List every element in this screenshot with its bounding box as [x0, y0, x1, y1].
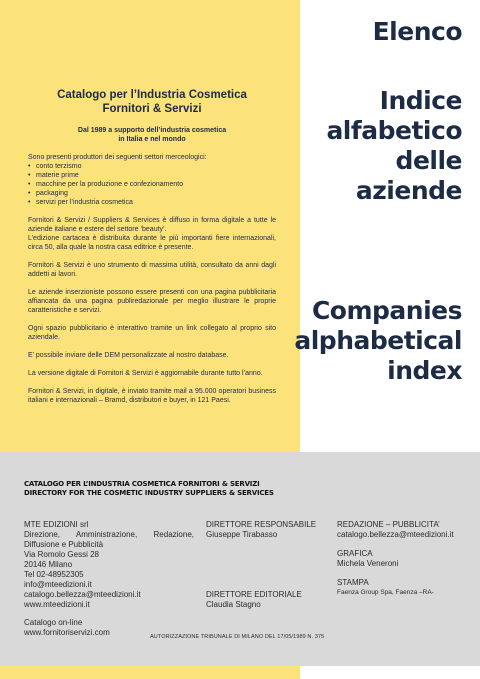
publisher-name: MTE EDIZIONI srl — [24, 520, 89, 529]
publisher-city: 20146 Milano — [24, 560, 73, 569]
sector-list — [28, 162, 276, 207]
publisher-website[interactable]: www.mteedizioni.it — [24, 600, 90, 609]
update-paragraph: La versione digitale di Fornitori & Servizi è aggiornabile durante tutto l’anno. — [28, 370, 263, 377]
stampa-name: Faenza Group Spa, Faenza –RA- — [337, 589, 434, 596]
grafica-name: Michela Veneroni — [337, 559, 399, 568]
editorial-director-name: Claudia Stagno — [206, 600, 261, 609]
mailing-paragraph: Fornitori & Servizi, in digitale, è inviato tramite mail a 95.000 operatori business italiani e internazionali – Bramd, distributori e buyer, in 121 Paesi. — [28, 388, 276, 404]
redazione-email[interactable]: catalogo.bellezza@mteedizioni.it — [337, 530, 454, 539]
authorization-note: AUTORIZZAZIONE TRIBUNALE DI MILANO DEL 17/05/1989 N. 375 — [150, 634, 325, 640]
grafica-label: GRAFICA — [337, 549, 373, 558]
director-name: Giuseppe Tirabasso — [206, 530, 278, 539]
utility-paragraph: Fornitori & Servizi è uno strumento di massima utilità, consultato da anni dagli addetti ai lavori. — [28, 262, 276, 278]
list-item: • macchine per la produzione e confezionamento — [28, 180, 276, 189]
list-item: • conto terzismo — [28, 162, 276, 171]
publisher-email-info[interactable]: info@mteedizioni.it — [24, 580, 92, 589]
catalog-description — [28, 88, 276, 405]
heading-elenco: Elenco — [372, 17, 462, 46]
stampa-label: STAMPA — [337, 578, 369, 587]
online-url[interactable]: www.fornitoriservizi.com — [24, 628, 110, 637]
list-item: • materie prime — [28, 171, 276, 180]
editorial-director-label: DIRETTORE EDITORIALE — [206, 590, 302, 599]
publisher-roles: Direzione, Amministrazione, Redazione, Diffusione e Pubblicità — [24, 530, 194, 549]
publisher-email-catalog[interactable]: catalogo.bellezza@mteedizioni.it — [24, 590, 141, 599]
catalog-tagline: Dal 1989 a supporto dell’industria cosmetica in Italia e nel mondo — [77, 127, 227, 143]
editorial-staff-info — [337, 520, 472, 597]
heading-indice: Indice alfabetico delle aziende — [326, 86, 462, 205]
publisher-phone: Tel 02-48952305 — [24, 570, 84, 579]
footer-heading: CATALOGO PER L’INDUSTRIA COSMETICA FORNITORI & SERVIZI DIRECTORY FOR THE COSMETIC INDUSTRY SUPPLIERS & SERVICES — [24, 480, 274, 497]
interactive-paragraph: Ogni spazio pubblicitario è interattivo tramite un link collegato al proprio sito aziendale. — [28, 325, 276, 341]
catalog-online — [24, 618, 110, 638]
advertisers-paragraph: Le aziende inserzioniste possono essere presenti con una pagina pubblicitaria affiancata da una pagina publiredazionale per meglio illustrare le proprie caratteristiche e servizi. — [28, 289, 276, 314]
publisher-info — [24, 520, 194, 610]
list-item: • packaging — [28, 189, 276, 198]
list-item: • servizi per l’industria cosmetica — [28, 198, 276, 207]
heading-companies: Companies alphabetical index — [294, 296, 462, 385]
intro-text: Sono presenti produttori dei seguenti settori merceologici: — [28, 154, 207, 161]
distribution-paragraph: Fornitori & Servizi / Suppliers & Services è diffuso in forma digitale a tutte le aziende italiane e estere del settore ‘beauty’. — [28, 217, 276, 233]
catalog-title: Catalogo per l’Industria Cosmetica Fornitori & Servizi — [57, 89, 247, 115]
director-label: DIRETTORE RESPONSABILE — [206, 520, 317, 529]
redazione-label: REDAZIONE – PUBBLICITA’ — [337, 520, 440, 529]
print-edition-paragraph: L’edizione cartacea è distribuita durante le più importanti fiere internazionali, circa 50, alla quale la nostra casa editrice è presente. — [28, 235, 276, 251]
online-label: Catalogo on-line — [24, 618, 83, 627]
directors-info — [206, 520, 336, 610]
publisher-street: Via Romolo Gessi 28 — [24, 550, 99, 559]
dem-paragraph: E’ possibile inviare delle DEM personalizzate al nostro database. — [28, 352, 229, 359]
